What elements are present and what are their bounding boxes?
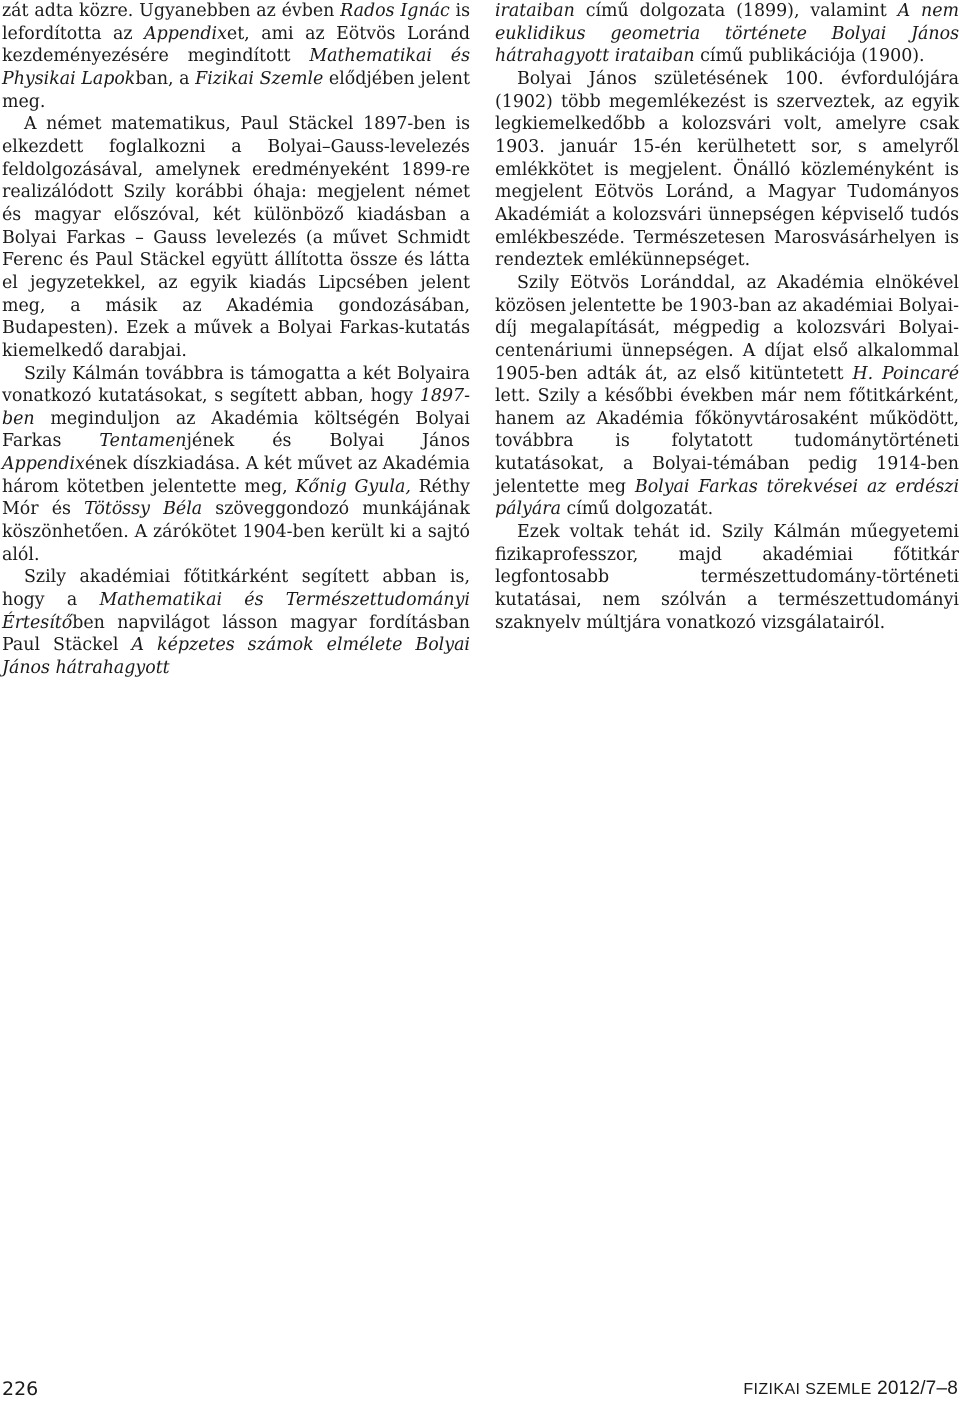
paragraph bbox=[2, 363, 470, 567]
text-run: ben napvilágot lásson magyar fordításban Paul Stäckel bbox=[2, 612, 470, 656]
italic-text: Kőnig Gyula, bbox=[295, 476, 411, 497]
text-run: elődjében jelent meg. bbox=[2, 68, 470, 112]
text-run: A német matematikus, Paul Stäckel 1897-ben is elkezdett foglalkozni a Bolyai–Gauss-levelezés feldolgozásával, amelynek eredményeként 1899-re realizálódott Szily korábbi óhaja: megjelent német és magyar előszóval, két különböző kiadásban a Bolyai Farkas – Gauss levelezés (a művet Schmidt Ferenc és Paul Stäckel együtt állította össze és látta el jegyzetekkel, az egyik kiadás Lipcsében jelent meg, a másik az Akadémia gondozásában, Budapesten). Ezek a művek a Bolyai Farkas-kutatás kiemelkedő darabjai. bbox=[2, 114, 470, 361]
page-number: 226 bbox=[2, 1378, 39, 1400]
paragraph bbox=[2, 113, 470, 362]
italic-text: 1897-ben bbox=[2, 386, 470, 429]
text-run: lett. Szily a későbbi években már nem főtitkárként, hanem az Akadémia főkönyvtárosaként működött, továbbra is folytatott tudománytörténeti kutatásokat, a Bolyai-témában pedig 1914-ben jelentette meg bbox=[495, 386, 959, 497]
italic-text: Mathematikai és Physikai Lapok bbox=[2, 46, 471, 89]
paragraph bbox=[2, 0, 470, 113]
text-run: Ezek voltak tehát id. Szily Kálmán műegyetemi fizikaprofesszor, majd akadémiai főtitkár legfontosabb természettudomány-történeti kutatásai, nem szólván a természettudományi szaknyelv múltjára vonatkozó vizsgálatairól. bbox=[495, 522, 959, 633]
text-run: et, ami az Eötvös Loránd kezdeményezésére megindított bbox=[2, 23, 470, 67]
right-column bbox=[495, 0, 959, 634]
text-run: című dolgozatát. bbox=[560, 499, 714, 520]
paragraph bbox=[495, 0, 959, 68]
text-run: is lefordította az bbox=[2, 1, 471, 44]
italic-text: A képzetes számok elmélete Bolyai János hátrahagyott bbox=[2, 635, 470, 679]
journal-name: FIZIKAI SZEMLE bbox=[743, 1381, 872, 1398]
page-footer bbox=[0, 1378, 960, 1402]
text-run: Szily akadémiai főtitkárként segített abban is, hogy a bbox=[2, 567, 470, 611]
paragraph bbox=[495, 521, 959, 634]
text-run: Szily Eötvös Loránddal, az Akadémia elnökével közösen jelentette be 1903-ban az akadémiai Bolyai-díj megalapítását, mégpedig a kolozsvári Bolyai-centenáriumi ünnepségen. A díjat első alkalommal 1905-ben adták át, az első kitüntetett bbox=[495, 272, 959, 384]
paragraph bbox=[495, 68, 959, 272]
italic-text: Appendix bbox=[144, 23, 227, 44]
text-run: szöveggondozó munkájának köszönhetően. A zárókötet 1904-ben került ki a sajtó alól. bbox=[2, 499, 470, 565]
text-run: Bolyai János születésének 100. évfordulójára (1902) több megemlékezést is szerveztek, az egyik legkiemelkedőbb a kolozsvári volt, amelyre csak 1903. január 15-én kerülhetett sor, s amelyről emlékkötet is megjelent. Önálló közleményként is megjelent Eötvös Loránd, a Magyar Tudományos Akadémiát a kolozsvári ünnepségen képviselő tudós emlékbeszéde. Természetesen Marosvásárhelyen is rendeztek emlékünnepséget. bbox=[495, 68, 959, 271]
text-run: ban, a bbox=[135, 68, 196, 89]
paragraph bbox=[2, 566, 470, 679]
journal-reference bbox=[743, 1378, 958, 1400]
italic-text: Bolyai Farkas törekvései az erdészi pályára bbox=[495, 476, 960, 520]
italic-text: irataiban bbox=[495, 1, 575, 21]
italic-text: H. Poincaré bbox=[852, 363, 960, 384]
text-run: jének és Bolyai János bbox=[186, 431, 470, 452]
italic-text: Rados Ignác bbox=[340, 1, 450, 21]
italic-text: Mathematikai és Természettudományi Értesítő bbox=[2, 590, 470, 633]
text-run: Szily Kálmán továbbra is támogatta a két Bolyaira vonatkozó kutatásokat, s segített abban, hogy bbox=[2, 363, 470, 407]
left-column bbox=[2, 0, 470, 680]
paragraph bbox=[495, 272, 959, 521]
journal-issue: 2012/7–8 bbox=[877, 1378, 958, 1399]
italic-text: Fizikai Szemle bbox=[195, 68, 324, 89]
text-run: meginduljon az Akadémia költségén Bolyai Farkas bbox=[2, 408, 470, 452]
italic-text: Tötössy Béla bbox=[84, 499, 203, 520]
text-run: című publikációja (1900). bbox=[694, 46, 925, 67]
text-run: című dolgozata (1899), valamint bbox=[574, 1, 898, 21]
text-run: ének díszkiadása. A két művet az Akadémia három kötetben jelentette meg, bbox=[2, 454, 470, 497]
italic-text: Tentamen bbox=[99, 431, 187, 452]
text-run: zát adta közre. Ugyanebben az évben bbox=[2, 1, 341, 21]
italic-text: A nem euklidikus geometria története Bolyai János hátrahagyott irataiban bbox=[495, 1, 959, 67]
italic-text: Appendix bbox=[2, 454, 85, 475]
text-run: Réthy Mór és bbox=[2, 476, 470, 520]
